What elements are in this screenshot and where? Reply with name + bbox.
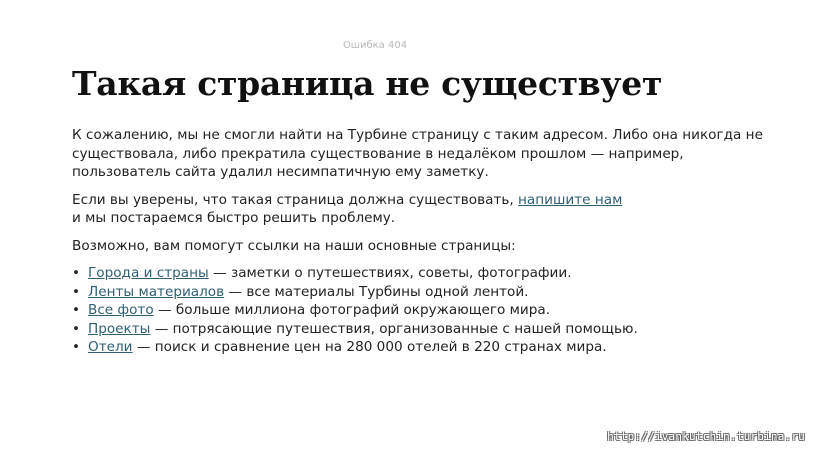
list-item-description: — больше миллиона фотографий окружающего мира.	[153, 302, 551, 318]
bullet-icon: •	[72, 302, 81, 318]
list-item-description: — потрясающие путешествия, организованные с нашей помощью.	[150, 320, 638, 337]
list-item	[72, 264, 772, 283]
feeds-link[interactable]: Ленты материалов	[88, 283, 225, 300]
error-code: Ошибка 404	[342, 40, 408, 51]
watermark: http://ivankutchin.turbina.ru	[607, 430, 805, 443]
projects-link[interactable]: Проекты	[88, 320, 151, 337]
page-title: Такая страница не существует	[72, 64, 663, 103]
contact-paragraph	[72, 191, 772, 228]
contact-text-before: Если вы уверены, что такая страница должна существовать,	[72, 191, 514, 208]
main-pages-list	[72, 264, 772, 357]
list-item	[72, 320, 772, 339]
contact-text-after: и мы постараемся быстро решить проблему.	[72, 210, 396, 226]
bullet-icon: •	[72, 320, 81, 337]
list-item-description: — поиск и сравнение цен на 280 000 отелей в 220 странах мира.	[132, 339, 607, 355]
bullet-icon: •	[72, 339, 81, 355]
hotels-link[interactable]: Отели	[88, 339, 133, 355]
cities-countries-link[interactable]: Города и страны	[88, 265, 209, 281]
main-content	[72, 126, 772, 357]
bullet-icon: •	[72, 265, 81, 281]
bullet-icon: •	[72, 283, 81, 300]
list-item-description: — все материалы Турбины одной лентой.	[224, 283, 529, 300]
list-item	[72, 283, 772, 302]
apology-paragraph: К сожалению, мы не смогли найти на Турбине страницу с таким адресом. Либо она никогда не существовала, либо прекратила существование в недалёком прошлом — например, пользователь сайта удалил несимпатичную ему заметку.	[72, 127, 763, 180]
all-photos-link[interactable]: Все фото	[88, 302, 154, 318]
contact-us-link[interactable]: напишите нам	[518, 191, 623, 208]
suggestions-intro: Возможно, вам помогут ссылки на наши основные страницы:	[72, 237, 516, 254]
list-item	[72, 338, 772, 357]
list-item	[72, 301, 772, 320]
list-item-description: — заметки о путешествиях, советы, фотографии.	[208, 265, 572, 281]
